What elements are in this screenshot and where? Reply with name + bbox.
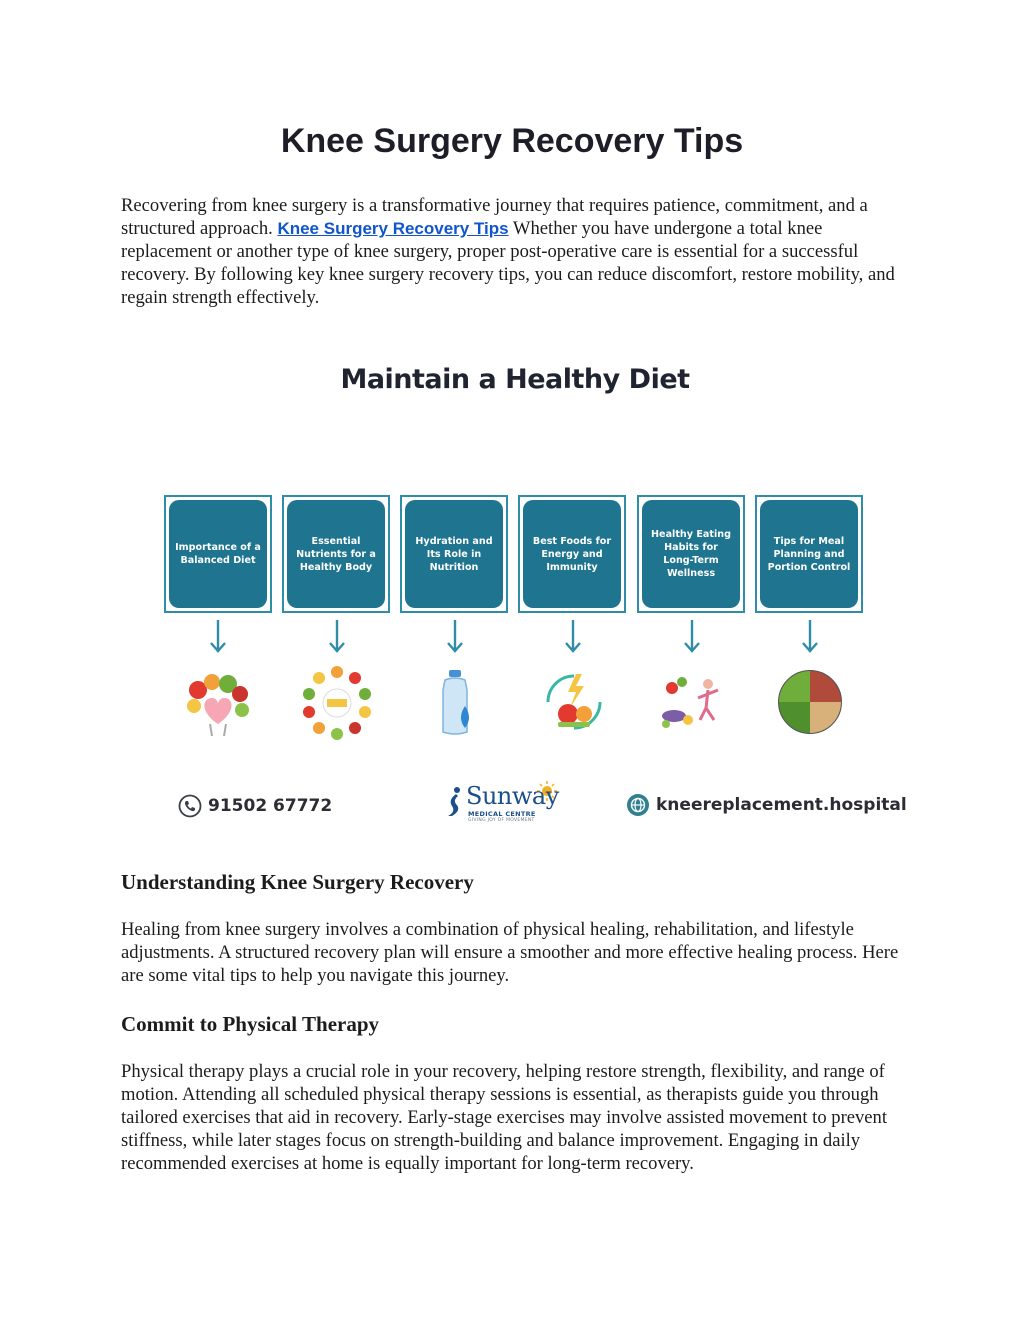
page-title: Knee Surgery Recovery Tips (280, 122, 744, 160)
card-essential-nutrients (282, 495, 390, 613)
apple-energy-icon (534, 662, 614, 742)
down-arrow-icon (445, 620, 465, 654)
card-eating-habits (637, 495, 745, 613)
intro-paragraph (121, 194, 911, 309)
card-label: Hydration and Its Role in Nutrition (405, 500, 503, 608)
down-arrow-icon (327, 620, 347, 654)
phone-contact (178, 794, 332, 818)
card-label: Healthy Eating Habits for Long-Term Wellness (642, 500, 740, 608)
down-arrow-icon (800, 620, 820, 654)
card-label: Tips for Meal Planning and Portion Control (760, 500, 858, 608)
logo-tagline: GIVING JOY OF MOVEMENT (468, 818, 535, 823)
phone-icon (178, 794, 202, 818)
down-arrow-icon (208, 620, 228, 654)
card-meal-planning (755, 495, 863, 613)
recovery-tips-link[interactable]: Knee Surgery Recovery Tips (277, 219, 509, 239)
section-body-physical-therapy: Physical therapy plays a crucial role in your recovery, helping restore strength, flexibility, and range of motion. Attending all scheduled physical therapy sessions is essential, as therapists guide you through tailored exercises that aid in recovery. Early-stage exercises may involve assisted movement to prevent stiffness, while later stages focus on strength-building and balance improvement. Engaging in daily recommended exercises at home is equally important for long-term recovery. (121, 1061, 888, 1175)
down-arrow-icon (563, 620, 583, 654)
sunway-logo (444, 782, 564, 826)
card-hydration (400, 495, 508, 613)
water-bottle-icon (415, 662, 495, 742)
intro-text-before: Recovering from knee surgery is a transformative journey that requires patience, commitment, and a structured approach. (121, 195, 868, 240)
food-circle-icon (297, 662, 377, 742)
globe-icon (626, 793, 650, 817)
card-label: Best Foods for Energy and Immunity (523, 500, 621, 608)
section-heading-physical-therapy: Commit to Physical Therapy (121, 1012, 380, 1036)
down-arrow-icon (682, 620, 702, 654)
card-energy-foods (518, 495, 626, 613)
diet-infographic (150, 350, 907, 830)
card-label: Essential Nutrients for a Healthy Body (287, 500, 385, 608)
section-body-understanding: Healing from knee surgery involves a combination of physical healing, rehabilitation, and lifestyle adjustments. A structured recovery plan will ensure a smoother and more effective healing process. Here are some vital tips to help you navigate this journey. (121, 919, 899, 987)
logo-figure-icon (444, 786, 466, 816)
intro-text-after: Whether you have undergone a total knee replacement or another type of knee surgery, proper post-operative care is essential for a successful recovery. By following key knee surgery recovery tips, you can reduce discomfort, restore mobility, and regain strength effectively. (121, 218, 895, 309)
phone-number: 91502 67772 (208, 796, 333, 816)
logo-name: Sunway (466, 782, 559, 810)
plate-portion-icon (770, 662, 850, 742)
logo-subtitle: MEDICAL CENTRE (468, 810, 536, 818)
website-url: kneereplacement.hospital (656, 795, 907, 815)
infographic-title: Maintain a Healthy Diet (340, 364, 690, 395)
card-label: Importance of a Balanced Diet (169, 500, 267, 608)
food-heart-icon (178, 662, 258, 742)
healthy-habits-icon (652, 662, 732, 742)
section-heading-understanding: Understanding Knee Surgery Recovery (121, 870, 474, 894)
website-contact (626, 793, 907, 817)
card-balanced-diet (164, 495, 272, 613)
